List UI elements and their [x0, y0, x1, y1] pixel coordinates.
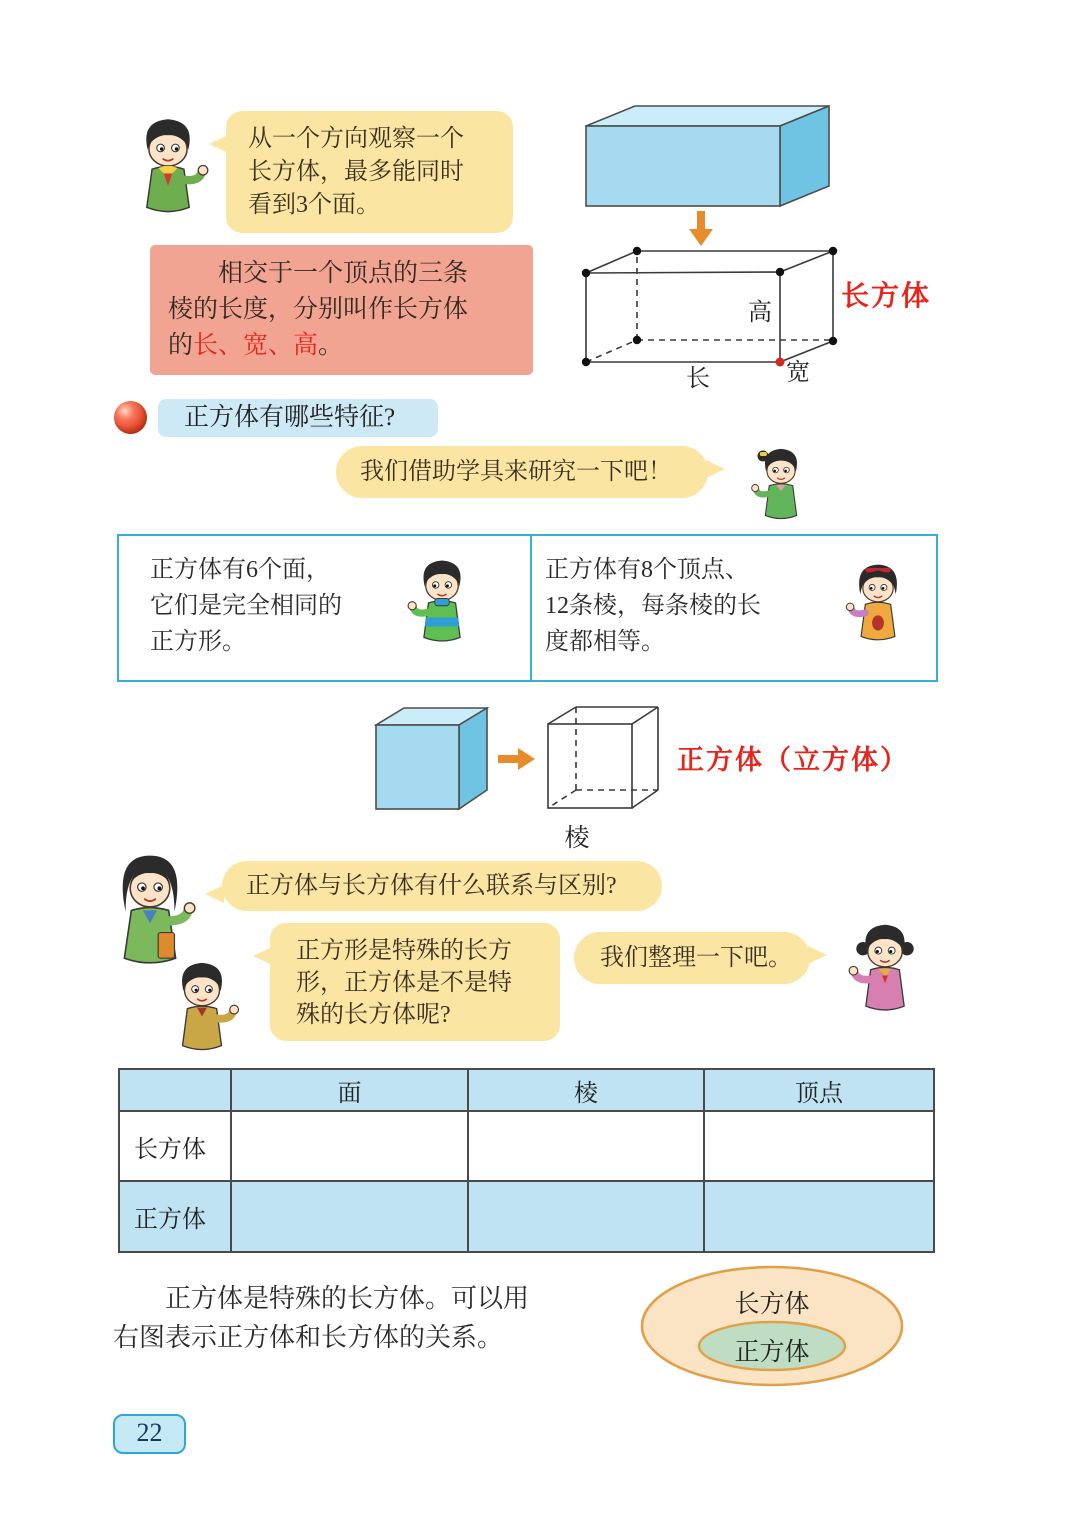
bubble-line: 从一个方向观察一个: [248, 126, 464, 152]
comparison-table: [118, 1068, 935, 1253]
definition-line: 棱的长度，分别叫作长方体: [168, 296, 469, 323]
bubble-line: 看到3个面。: [248, 192, 380, 218]
bubble-text: 我们整理一下吧。: [600, 945, 792, 971]
down-arrow-icon: [686, 211, 716, 247]
row-label-cube: 正方体: [119, 1181, 231, 1252]
venn-inner-label: 正方体: [734, 1339, 810, 1366]
feature-line: 它们是完全相同的: [150, 593, 342, 619]
solid-cube-illustration: [374, 706, 489, 811]
venn-outer-label: 长方体: [734, 1291, 810, 1318]
page-number-badge: 22: [113, 1414, 186, 1454]
conclusion-line: 右图表示正方体和长方体的关系。: [113, 1323, 504, 1352]
boy-red-scarf-illustration: [118, 114, 218, 236]
table-cell-empty: [231, 1111, 468, 1181]
table-cell-empty: [468, 1181, 704, 1252]
bubble-line: 正方形是特殊的长方: [296, 938, 512, 964]
girl-ponytail-illustration: [740, 445, 822, 535]
table-cell-empty: [231, 1181, 468, 1252]
table-row-cube: [119, 1181, 934, 1252]
wireframe-cube-diagram: [545, 703, 661, 813]
teacher-bubble: [222, 861, 662, 911]
column-header-edges: 棱: [468, 1069, 704, 1111]
length-width-height-highlight: 长、宽、高: [193, 332, 319, 359]
venn-diagram: [638, 1262, 910, 1392]
cuboid-name-label: 长方体: [841, 280, 932, 311]
feature-line: 度都相等。: [545, 629, 665, 655]
bubble-line: 形，正方体是不是特: [296, 970, 512, 996]
column-header-faces: 面: [231, 1069, 468, 1111]
table-cell-empty: [704, 1111, 934, 1181]
table-row-cuboid: [119, 1111, 934, 1181]
boy-question-bubble: [270, 923, 560, 1041]
row-label-cuboid: 长方体: [119, 1111, 231, 1181]
feature-line: 12条棱，每条棱的长: [545, 593, 761, 619]
height-label: 高: [748, 300, 772, 326]
girl-headband-illustration: [840, 558, 916, 660]
bubble-line: 殊的长方体呢?: [296, 1002, 451, 1028]
bubble-text: 正方体与长方体有什么联系与区别?: [246, 873, 617, 899]
column-header-vertices: 顶点: [704, 1069, 934, 1111]
cube-name-label: 正方体（立方体）: [677, 745, 909, 775]
girl-pigtails-illustration: [838, 920, 932, 1030]
boy-yellow-jacket-illustration: [157, 958, 247, 1070]
bubble-text: 我们借助学具来研究一下吧！: [360, 459, 672, 485]
features-box-divider: [530, 536, 532, 680]
question-highlight: 正方体有哪些特征?: [158, 399, 438, 437]
table-cell-empty: [704, 1181, 934, 1252]
helper-bubble: [336, 446, 708, 498]
definition-box: [150, 245, 533, 375]
conclusion-paragraph: [113, 1279, 658, 1357]
table-corner-cell: [119, 1069, 231, 1111]
cube-faces-text: [150, 552, 342, 660]
bubble-line: 长方体，最多能同时: [248, 159, 464, 185]
definition-line: 相交于一个顶点的三条: [218, 260, 469, 287]
red-ball-bullet-icon: [114, 401, 147, 434]
feature-line: 正方体有6个面，: [150, 557, 330, 583]
definition-line: 的长、宽、高。: [168, 332, 344, 359]
table-header-row: [119, 1069, 934, 1111]
table-cell-empty: [468, 1111, 704, 1181]
length-label: 长: [686, 366, 710, 392]
feature-line: 正方形。: [150, 629, 246, 655]
feature-line: 正方体有8个顶点、: [545, 557, 749, 583]
right-arrow-icon: [498, 747, 536, 771]
cube-vertices-text: [545, 552, 761, 660]
conclusion-line: 正方体是特殊的长方体。可以用: [165, 1284, 530, 1313]
boy-striped-sweater-illustration: [400, 556, 484, 660]
edge-label: 棱: [564, 825, 590, 852]
observation-bubble: [226, 111, 513, 233]
solid-cuboid-illustration: [585, 105, 833, 209]
width-label: 宽: [786, 360, 810, 386]
girl-summary-bubble: [574, 932, 810, 984]
